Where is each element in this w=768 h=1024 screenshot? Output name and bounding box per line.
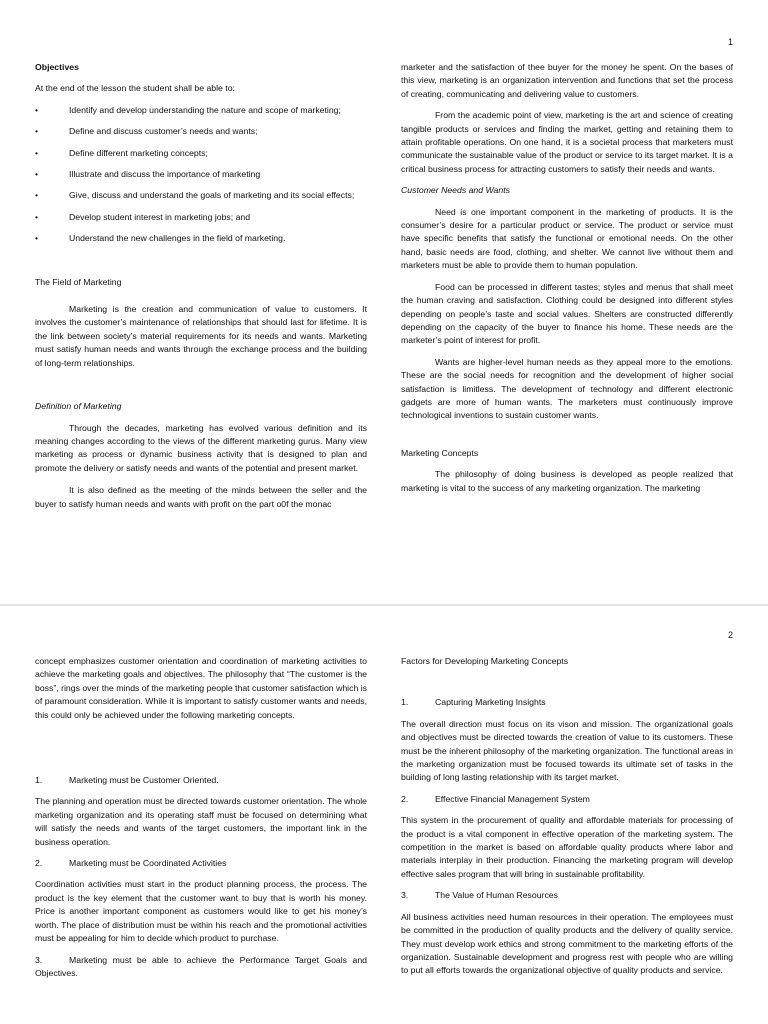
paragraph: concept emphasizes customer orientation and coordination of marketing activities to achieve the marketing goals and objectives. The philosophy that “The customer is the boss”, rings over the minds of the marketing people that customer satisfaction which is of paramount consideration. While it is important to satisfy customer wants and needs, this could only be achieved under the following marketing concepts.	[35, 656, 367, 720]
paragraph: Coordination activities must start in the product planning process, the process. The product is the key element that the customer want to buy that is worth his money. Price is another important component as customers would like to get his money’s worth. The place of distribution must be within his reach and the promotional activities must be appealing for him to decide which product to purchase.	[35, 879, 367, 944]
bullet-mark: •	[35, 233, 39, 244]
paragraph: Food can be processed in different tastes; styles and menus that shall meet the human craving and satisfaction. Clothing could be designed into different styles depending on people’s taste and social values. Shelters are constructed differently depending on the capacity of the buyer to finance his home. These needs are the marketer’s point of interest for profit.	[401, 281, 733, 346]
bullet-mark: •	[35, 147, 39, 158]
section-heading: Customer Needs and Wants	[401, 185, 510, 196]
list-item	[35, 189, 367, 202]
paragraph: Marketing is the creation and communication of value to customers. It involves the customer’s maintenance of relationships that should last for lifetime. It is the link between society’s material requirements for its needs and wants. Marketing must satisfy human needs and wants through the exchange process and the building of long-term relationships.	[35, 304, 367, 368]
paragraph: Through the decades, marketing has evolved various definition and its meaning changes according to the views of the different marketing gurus. Many view marketing as process or dynamic business activity that is designed to plan and promote the delivery or satisfy needs and wants of the potential and present market.	[35, 422, 367, 473]
bullet-mark: •	[35, 169, 39, 180]
page-divider	[0, 604, 768, 606]
bullet-mark: •	[35, 211, 39, 222]
item-number: 2.	[35, 858, 43, 869]
paragraph: The philosophy of doing business is developed as people realized that marketing is vital to the success of any marketing organization. The marketing	[401, 469, 733, 493]
paragraph: Wants are higher-level human needs as they appeal more to the emotions. These are the social needs for recognition and the development of higher social satisfaction is limitless. The development of technology and different electronic gadgets are more of human wants. The marketers must continuously improve technological inventions to sustain customer wants.	[401, 356, 733, 421]
item-title: The Value of Human Resources	[435, 890, 558, 901]
bullet-mark: •	[35, 190, 39, 201]
item-title: Marketing must be Customer Oriented.	[69, 775, 219, 786]
numbered-heading	[401, 889, 733, 902]
list-item-text: Identify and develop understanding the nature and scope of marketing;	[69, 104, 341, 115]
item-number: 3.	[401, 890, 409, 901]
paragraph: This system in the procurement of quality and affordable materials for processing of the product is a vital component in effective operation of the marketing system. The competition in the market is based on affordable quality products where labor and materials interplay in their production. Financing the marketing program will develop effective sales program that will bring in sustainable profitability.	[401, 815, 733, 879]
list-item	[35, 211, 367, 224]
section-heading: Marketing Concepts	[401, 447, 479, 458]
page1-left-column	[35, 61, 367, 519]
item-title: Capturing Marketing Insights	[435, 697, 546, 708]
list-item	[35, 232, 367, 245]
list-item	[35, 168, 367, 181]
list-item-text: Develop student interest in marketing jobs; and	[69, 211, 251, 222]
bullet-mark: •	[35, 104, 39, 115]
list-item-text: Understand the new challenges in the field of marketing.	[69, 233, 286, 244]
section-heading: Definition of Marketing	[35, 401, 122, 412]
item-title: Marketing must be Coordinated Activities	[69, 858, 227, 869]
objectives-heading: Objectives	[35, 62, 79, 72]
list-item	[35, 104, 367, 117]
numbered-heading	[35, 774, 367, 787]
paragraph: Need is one important component in the marketing of products. It is the consumer’s desire for a particular product or service. The product or service must have specific benefits that satisfy the functional or emotional needs. On the other hand, basic needs are food, clothing, and shelter. We cannot live without them and marketers must be able to provide them to human population.	[401, 206, 733, 271]
objectives-intro: At the end of the lesson the student shall be able to:	[35, 83, 235, 94]
list-item	[35, 147, 367, 160]
page1-right-column	[401, 61, 733, 503]
paragraph: All business activities need human resources in their operation. The employees must be committed in the production of quality products and the delivery of quality service. They must develop work ethics and strong commitment to the marketing efforts of the organization. Sustainable development and progress rest with people who are willing to put all efforts towards the organizational objective of quality products and service.	[401, 911, 733, 976]
paragraph: marketer and the satisfaction of thee buyer for the money he spent. On the bases of this view, marketing is an organization intervention and functions that set the process of creating, communicating and delivering value to customers.	[401, 62, 733, 99]
item-number: 1.	[35, 775, 43, 786]
list-item-text: Give, discuss and understand the goals of marketing and its social effects;	[69, 190, 355, 201]
list-item-text: Define different marketing concepts;	[69, 147, 208, 158]
numbered-heading	[401, 793, 733, 806]
item-number: 2.	[401, 793, 409, 804]
numbered-heading	[401, 696, 733, 709]
item-title: Effective Financial Management System	[435, 793, 590, 804]
page-number: 1	[728, 37, 734, 47]
paragraph: From the academic point of view, marketing is the art and science of creating tangible products or services and finding the market, getting and retaining them to attain profitable operations. On one hand, it is a societal process that marketers must communicate the sustainable value of the product or service to its target market. It is a critical business process for attracting customers to satisfy their needs and wants.	[401, 110, 733, 174]
page-number: 2	[728, 630, 734, 640]
item-title: Marketing must be able to achieve the Performance Target Goals and Objectives.	[35, 954, 367, 978]
item-number: 3.	[35, 954, 43, 965]
list-item-text: Define and discuss customer’s needs and wants;	[69, 126, 258, 137]
paragraph: It is also defined as the meeting of the minds between the seller and the buyer to satisfy human needs and wants with profit on the part o0f the monac	[35, 485, 367, 510]
list-item-text: Illustrate and discuss the importance of marketing	[69, 169, 261, 180]
list-item	[35, 125, 367, 138]
numbered-heading	[35, 857, 367, 870]
item-number: 1.	[401, 697, 409, 708]
page2-left-column	[35, 655, 367, 988]
section-heading: Factors for Developing Marketing Concepts	[401, 656, 569, 666]
paragraph: The planning and operation must be directed towards customer orientation. The whole marketing organization and its operating staff must be focused on determining what will satisfy the needs and wants of the target customers, the important link in the business operation.	[35, 796, 367, 847]
section-heading: The Field of Marketing	[35, 276, 122, 287]
page2-right-column	[401, 655, 733, 986]
bullet-mark: •	[35, 126, 39, 137]
numbered-heading	[35, 954, 367, 981]
paragraph: The overall direction must focus on its vison and mission. The organizational goals and objectives must be directed towards the creation of value to its customers. These must be the inherent philosophy of the marketing organization. The functional areas in the marketing organization must be focused towards its ultimate set of tasks in the building of long lasting relationship with its target market.	[401, 718, 733, 783]
